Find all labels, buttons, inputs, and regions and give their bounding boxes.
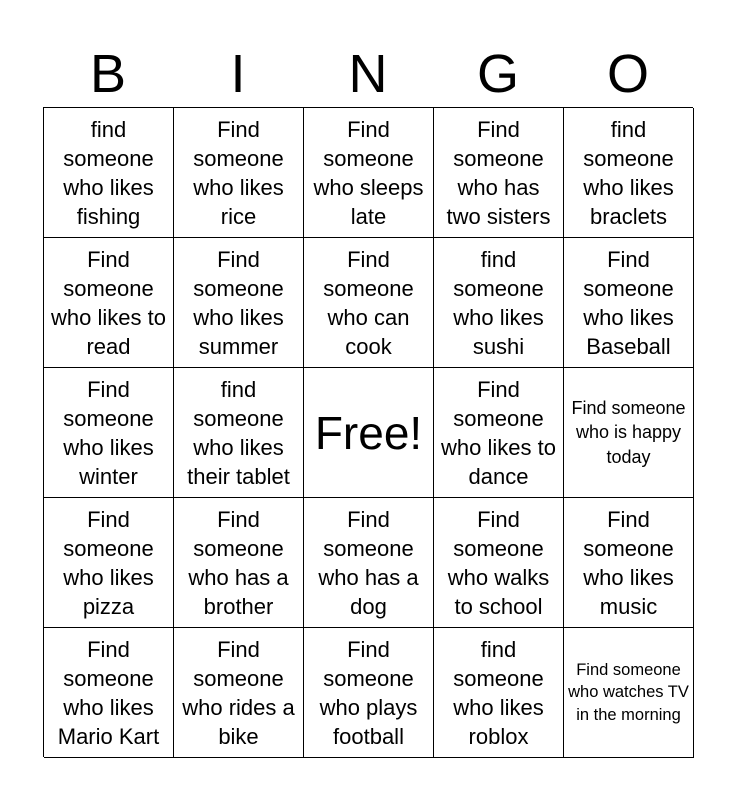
- bingo-cell: Find someone who likes Mario Kart: [44, 628, 174, 758]
- bingo-cell: Find someone who likes music: [564, 498, 694, 628]
- bingo-cell: Find someone who has a brother: [174, 498, 304, 628]
- header-letter-b: B: [89, 44, 127, 104]
- header-letter-i: I: [230, 44, 246, 104]
- bingo-cell: Find someone who likes Baseball: [564, 238, 694, 368]
- bingo-board: [43, 107, 693, 757]
- header-letter-g: G: [476, 44, 519, 104]
- free-space: Free!: [304, 368, 434, 498]
- bingo-cell: Find someone who likes to dance: [434, 368, 564, 498]
- bingo-cell: find someone who likes fishing: [44, 108, 174, 238]
- header-letter-n: N: [348, 44, 388, 104]
- bingo-cell: Find someone who likes pizza: [44, 498, 174, 628]
- bingo-cell: find someone who likes sushi: [434, 238, 564, 368]
- bingo-cell: Find someone who likes summer: [174, 238, 304, 368]
- bingo-header: [43, 40, 693, 108]
- bingo-cell: Find someone who likes to read: [44, 238, 174, 368]
- header-letter-o: O: [606, 44, 649, 104]
- bingo-cell: Find someone who is happy today: [564, 368, 694, 498]
- bingo-cell: Find someone who rides a bike: [174, 628, 304, 758]
- bingo-cell: Find someone who has a dog: [304, 498, 434, 628]
- bingo-cell: Find someone who likes rice: [174, 108, 304, 238]
- bingo-cell: Find someone who sleeps late: [304, 108, 434, 238]
- bingo-cell: Find someone who can cook: [304, 238, 434, 368]
- bingo-cell: find someone who likes braclets: [564, 108, 694, 238]
- bingo-cell: Find someone who has two sisters: [434, 108, 564, 238]
- bingo-cell: find someone who likes their tablet: [174, 368, 304, 498]
- bingo-cell: Find someone who watches TV in the morning: [564, 628, 694, 758]
- bingo-cell: Find someone who walks to school: [434, 498, 564, 628]
- bingo-cell: find someone who likes roblox: [434, 628, 564, 758]
- bingo-cell: Find someone who plays football: [304, 628, 434, 758]
- bingo-cell: Find someone who likes winter: [44, 368, 174, 498]
